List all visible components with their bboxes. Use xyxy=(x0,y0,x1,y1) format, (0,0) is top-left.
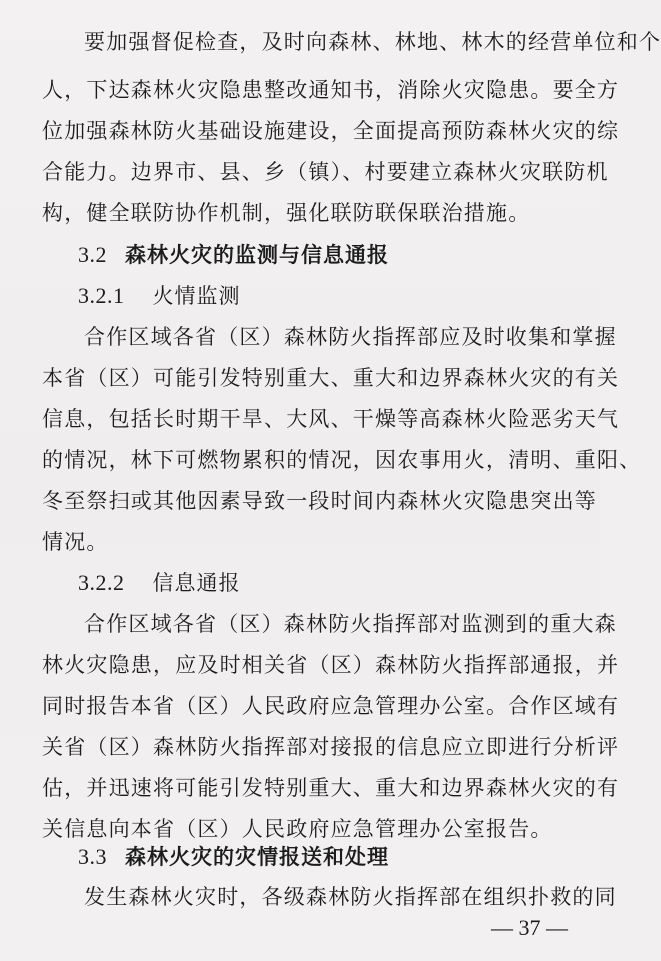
page-number: — 37 — xyxy=(491,915,568,940)
section-heading-3-3 xyxy=(78,837,389,877)
paragraph-line: 同时报告本省（区）人民政府应急管理办公室。合作区域有 xyxy=(42,694,620,718)
paragraph-line: 人，下达森林火灾隐患整改通知书，消除火灾隐患。要全方 xyxy=(42,78,620,102)
paragraph-line: 要加强督促检查，及时向森林、林地、林木的经营单位和个 xyxy=(84,30,661,54)
subsection-title: 火情监测 xyxy=(152,284,241,308)
paragraph-line: 合能力。边界市、县、乡（镇）、村要建立森林火灾联防机 xyxy=(42,160,609,184)
section-title: 森林火灾的监测与信息通报 xyxy=(125,242,389,267)
paragraph-line: 合作区域各省（区）森林防火指挥部对监测到的重大森 xyxy=(84,612,617,636)
subsection-number: 3.2.1 xyxy=(78,283,125,308)
section-title: 森林火灾的灾情报送和处理 xyxy=(125,844,389,869)
paragraph-line: 林火灾隐患，应及时相关省（区）森林防火指挥部通报，并 xyxy=(42,653,620,677)
subsection-number: 3.2.2 xyxy=(78,570,125,595)
paragraph-line: 估，并迅速将可能引发特别重大、重大和边界森林火灾的有 xyxy=(42,776,620,800)
subsection-heading-3-2-2 xyxy=(78,563,241,603)
paragraph-line: 位加强森林防火基础设施建设，全面提高预防森林火灾的综 xyxy=(42,119,620,143)
paragraph-line: 冬至祭扫或其他因素导致一段时间内森林火灾隐患突出等 xyxy=(42,489,597,513)
paragraph-line: 发生森林火灾时，各级森林防火指挥部在组织扑救的同 xyxy=(84,885,617,909)
paragraph-line: 关省（区）森林防火指挥部对接报的信息应立即进行分析评 xyxy=(42,735,620,759)
paragraph-line: 本省（区）可能引发特别重大、重大和边界森林火灾的有关 xyxy=(42,366,620,390)
paragraph-line: 情况。 xyxy=(42,530,109,554)
section-number: 3.3 xyxy=(78,844,107,869)
paragraph-line: 构，健全联防协作机制，强化联防联保联治措施。 xyxy=(42,201,531,225)
paragraph-line: 信息，包括长时期干旱、大风、干燥等高森林火险恶劣天气 xyxy=(42,407,620,431)
section-heading-3-2 xyxy=(78,235,389,275)
subsection-title: 信息通报 xyxy=(152,571,241,595)
subsection-heading-3-2-1 xyxy=(78,276,241,316)
paragraph-line: 的情况，林下可燃物累积的情况，因农事用火，清明、重阳、 xyxy=(42,448,642,472)
paragraph-line: 合作区域各省（区）森林防火指挥部应及时收集和掌握 xyxy=(84,325,617,349)
section-number: 3.2 xyxy=(78,242,107,267)
paragraph-line: 关信息向本省（区）人民政府应急管理办公室报告。 xyxy=(42,817,553,841)
